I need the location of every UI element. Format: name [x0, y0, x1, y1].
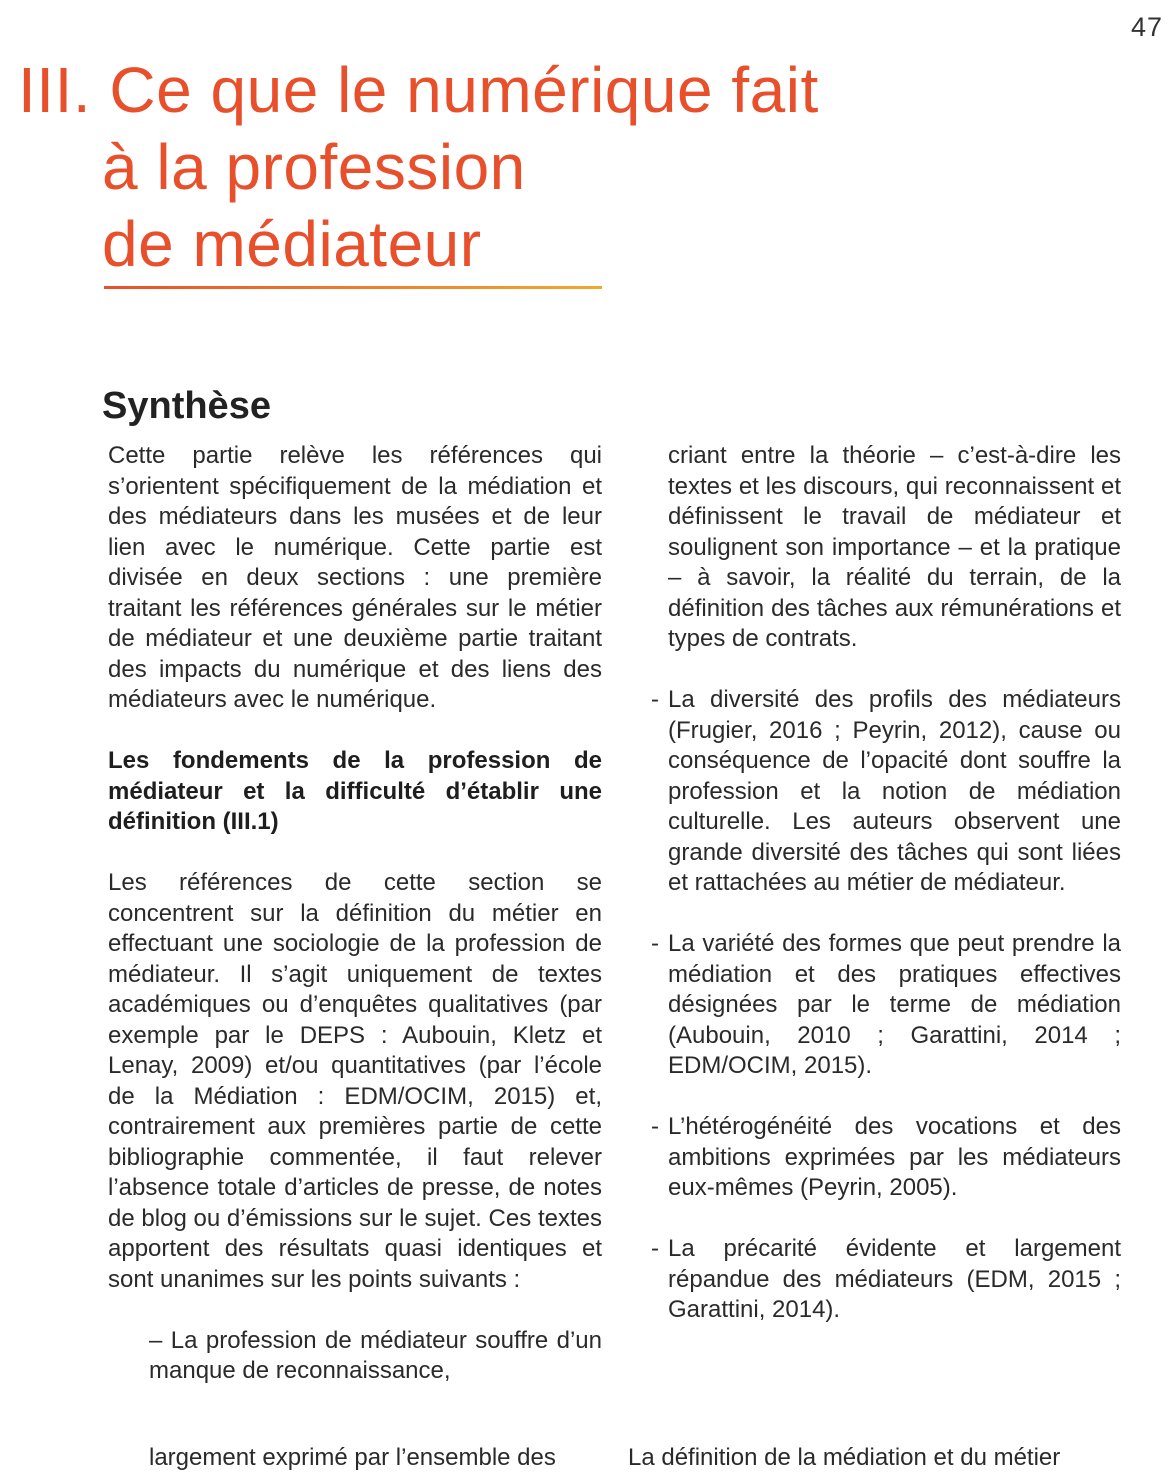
bullet-item-1-continued: criant entre la théorie – c’est-à-dire les textes et les discours, qui reconnaissent et définissent le travail de médiateur et soulignent son importance – et la pratique – à savoir, la réalité du terrain, de la définition des tâches aux rémunérations et types de contrats. — [668, 442, 1121, 652]
bullet-text: La variété des formes que peut prendre la médiation et des pratiques effectives désignées par le terme de médiation (Aubouin, 2010 ; Garattini, 2014 ; EDM/OCIM, 2015). — [668, 930, 1121, 1079]
bullet-text: L’hétérogénéité des vocations et des ambitions exprimées par les médiateurs eux-mêmes (Peyrin, 2005). — [668, 1113, 1121, 1201]
bullet-dash: - — [651, 1235, 659, 1262]
cut-off-line-right: La définition de la médiation et du métier — [628, 1444, 1061, 1471]
bullet-text: La diversité des profils des médiateurs (Frugier, 2016 ; Peyrin, 2012), cause ou conséquence de l’opacité dont souffre la profession et la notion de médiation culturelle. Les auteurs observent une grande diversité des tâches qui sont liées et rattachées au métier de médiateur. — [668, 686, 1121, 896]
page-number: 47 — [1130, 12, 1163, 42]
bullet-item-2 — [651, 685, 1121, 899]
bullet-item-5 — [651, 1234, 1121, 1326]
body-paragraph: Les références de cette section se concentrent sur la définition du métier en effectuant une sociologie de la profession de médiateur. Il s’agit uniquement de textes académiques ou d’enquêtes qualitatives (par exemple par le DEPS : Aubouin, Kletz et Lenay, 2009) et/ou quantitatives (par l’école de la Médiation : EDM/OCIM, 2015) et, contrairement aux premières partie de cette bibliographie commentée, il faut relever l’absence totale d’articles de presse, de notes de blog ou d’émissions sur le sujet. Ces textes apportent des résultats quasi identiques et sont unanimes sur les points suivants : — [108, 869, 602, 1293]
right-column — [651, 441, 1121, 1326]
bullet-dash: - — [651, 686, 659, 713]
title-underline — [104, 286, 602, 289]
bullet-text: La précarité évidente et largement répandue des médiateurs (EDM, 2015 ; Garattini, 2014). — [668, 1235, 1121, 1323]
cut-off-line-left: largement exprimé par l’ensemble des — [149, 1444, 556, 1471]
bullet-dash: - — [651, 1113, 659, 1140]
bullet-item-1-start: – La profession de médiateur souffre d’un manque de reconnaissance, — [149, 1326, 602, 1384]
chapter-title-line-3: de médiateur — [102, 208, 482, 280]
bullet-item-3 — [651, 929, 1121, 1082]
left-column — [108, 441, 602, 1387]
bullet-item-4 — [651, 1112, 1121, 1204]
chapter-title-line-1: III. Ce que le numérique fait — [18, 54, 819, 126]
section-heading-synthese: Synthèse — [102, 385, 271, 427]
intro-paragraph: Cette partie relève les références qui s’orientent spécifiquement de la médiation et des médiateurs dans les musées et de leur lien avec le numérique. Cette partie est divisée en deux sections : une première traitant les références générales sur le métier de médiateur et une deuxième partie traitant des impacts du numérique et des liens des médiateurs avec le numérique. — [108, 442, 602, 713]
bullet-dash: - — [651, 930, 659, 957]
subsection-heading: Les fondements de la profession de médiateur et la difficulté d’établir une définition (III.1) — [108, 747, 602, 835]
chapter-title — [18, 52, 819, 283]
chapter-title-line-2: à la profession — [102, 131, 526, 203]
